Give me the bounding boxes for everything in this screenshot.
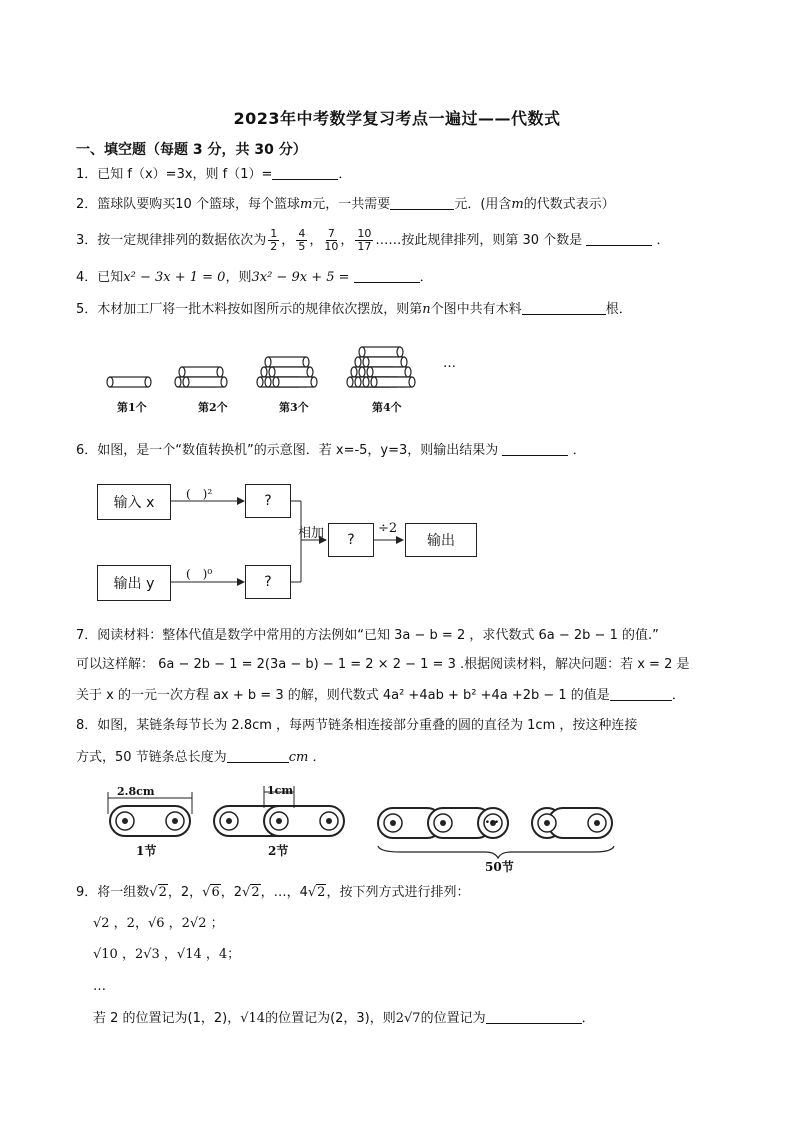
question-7-line-1: 7．阅读材料：整体代值是数学中常用的方法例如“已知 3a − b = 2 ，求代数式 6a − 2b − 1 的值.”	[76, 628, 659, 643]
logs-figure-4	[347, 347, 415, 387]
answer-blank[interactable]	[586, 231, 652, 246]
input-y-box: 输出 y	[97, 565, 171, 601]
chain-figure	[100, 780, 620, 875]
question-6: 6．如图，是一个“数值转换机”的示意图．若 x=-5，y=3，则输出结果为 ．	[76, 443, 586, 458]
logs-figure-3	[257, 357, 317, 387]
question-8-line-1: 8．如图，某链条每节长为 2.8cm ，每两节链条相连接部分重叠的圆的直径为 1cm ，按这种连接	[76, 718, 638, 733]
figure-caption: 50节	[485, 860, 514, 874]
power-zero-result-box: ?	[245, 565, 291, 599]
question-9-line-1: 9．将一组数√2，2，√6，2√2，…，4√2，按下列方式进行排列：	[76, 885, 470, 900]
answer-blank[interactable]	[502, 441, 568, 456]
figure-caption: 第1个	[117, 401, 147, 414]
figure-ellipsis: …	[443, 356, 456, 371]
power-zero-operation-label: ( )⁰	[186, 567, 213, 581]
figure-caption: 第4个	[372, 401, 402, 414]
figure-caption: 1节	[136, 844, 157, 858]
divide-label: ÷2	[378, 521, 398, 536]
figure-caption: 2节	[268, 844, 289, 858]
figure-caption: 第2个	[198, 401, 228, 414]
question-8-line-2: 方式，50 节链条总长度为 cm ．	[76, 750, 326, 765]
answer-blank[interactable]	[354, 268, 420, 283]
question-9-row-1: √2 ，2，√6 ，2√2 ；	[93, 916, 224, 931]
sum-result-box: ?	[328, 523, 374, 557]
input-x-box: 输入 x	[97, 484, 171, 520]
fraction: $\frac{4}{5}$	[298, 227, 306, 253]
question-9-line-5: 若 2 的位置记为(1，2)，√14的位置记为(2，3)，则2√7的位置记为 ．	[93, 1011, 595, 1026]
fraction: $\frac{1}{2}$	[270, 227, 278, 253]
question-2: 2．篮球队要购买10 个篮球，每个篮球m元，一共需要 元．(用含m的代数式表示）	[76, 197, 615, 212]
answer-blank[interactable]	[522, 300, 606, 315]
link-length-label: 2.8cm	[117, 785, 155, 798]
output-box: 输出	[405, 523, 477, 557]
question-9-row-3: …	[93, 979, 106, 994]
fraction: $\frac{10}{17}$	[357, 227, 372, 253]
answer-blank[interactable]	[390, 195, 454, 210]
answer-blank[interactable]	[486, 1009, 582, 1024]
answer-blank[interactable]	[227, 748, 289, 763]
square-result-box: ?	[245, 484, 291, 518]
question-9-row-2: √10 ，2√3 ，√14 ，4；	[93, 947, 241, 962]
question-1: 1．已知 f（x）=3x，则 f（1）= ．	[76, 167, 352, 182]
figure-caption: 第3个	[279, 401, 309, 414]
circle-diameter-label: 1cm	[267, 784, 293, 797]
question-3: 3．按一定规律排列的数据依次为 $\frac{1}{2}$ ， $\frac{4}{5}$ ， $\frac{7}{10}$ ， $\frac{10}{17}$ ……按此规律排列，则第 30 个数是 ．	[76, 227, 670, 253]
question-7-line-3: 关于 x 的一元一次方程 ax + b = 3 的解，则代数式 4a² +4ab + b² +4a +2b − 1 的值是 ．	[76, 688, 685, 703]
answer-blank[interactable]	[272, 165, 338, 180]
page-title: 2023年中考数学复习考点一遍过——代数式	[233, 109, 561, 128]
add-label: 相加	[298, 526, 325, 541]
question-7-line-2: 可以这样解： 6a − 2b − 1 = 2(3a − b) − 1 = 2 × 2 − 1 = 3 .根据阅读材料，解决问题：若 x = 2 是	[76, 657, 690, 672]
logs-figure-2	[175, 367, 227, 387]
answer-blank[interactable]	[610, 686, 672, 701]
square-operation-label: ( )²	[186, 487, 213, 501]
question-4: 4．已知x² − 3x + 1 = 0，则3x² − 9x + 5 = ．	[76, 270, 433, 285]
question-5: 5．木材加工厂将一批木料按如图所示的规律依次摆放，则第n个图中共有木料 根．	[76, 302, 632, 317]
section-heading: 一、填空题（每题 3 分，共 30 分）	[76, 142, 307, 158]
logs-figure-1	[107, 377, 151, 387]
chain-ellipsis: …	[485, 811, 499, 827]
fraction: $\frac{7}{10}$	[324, 227, 339, 253]
